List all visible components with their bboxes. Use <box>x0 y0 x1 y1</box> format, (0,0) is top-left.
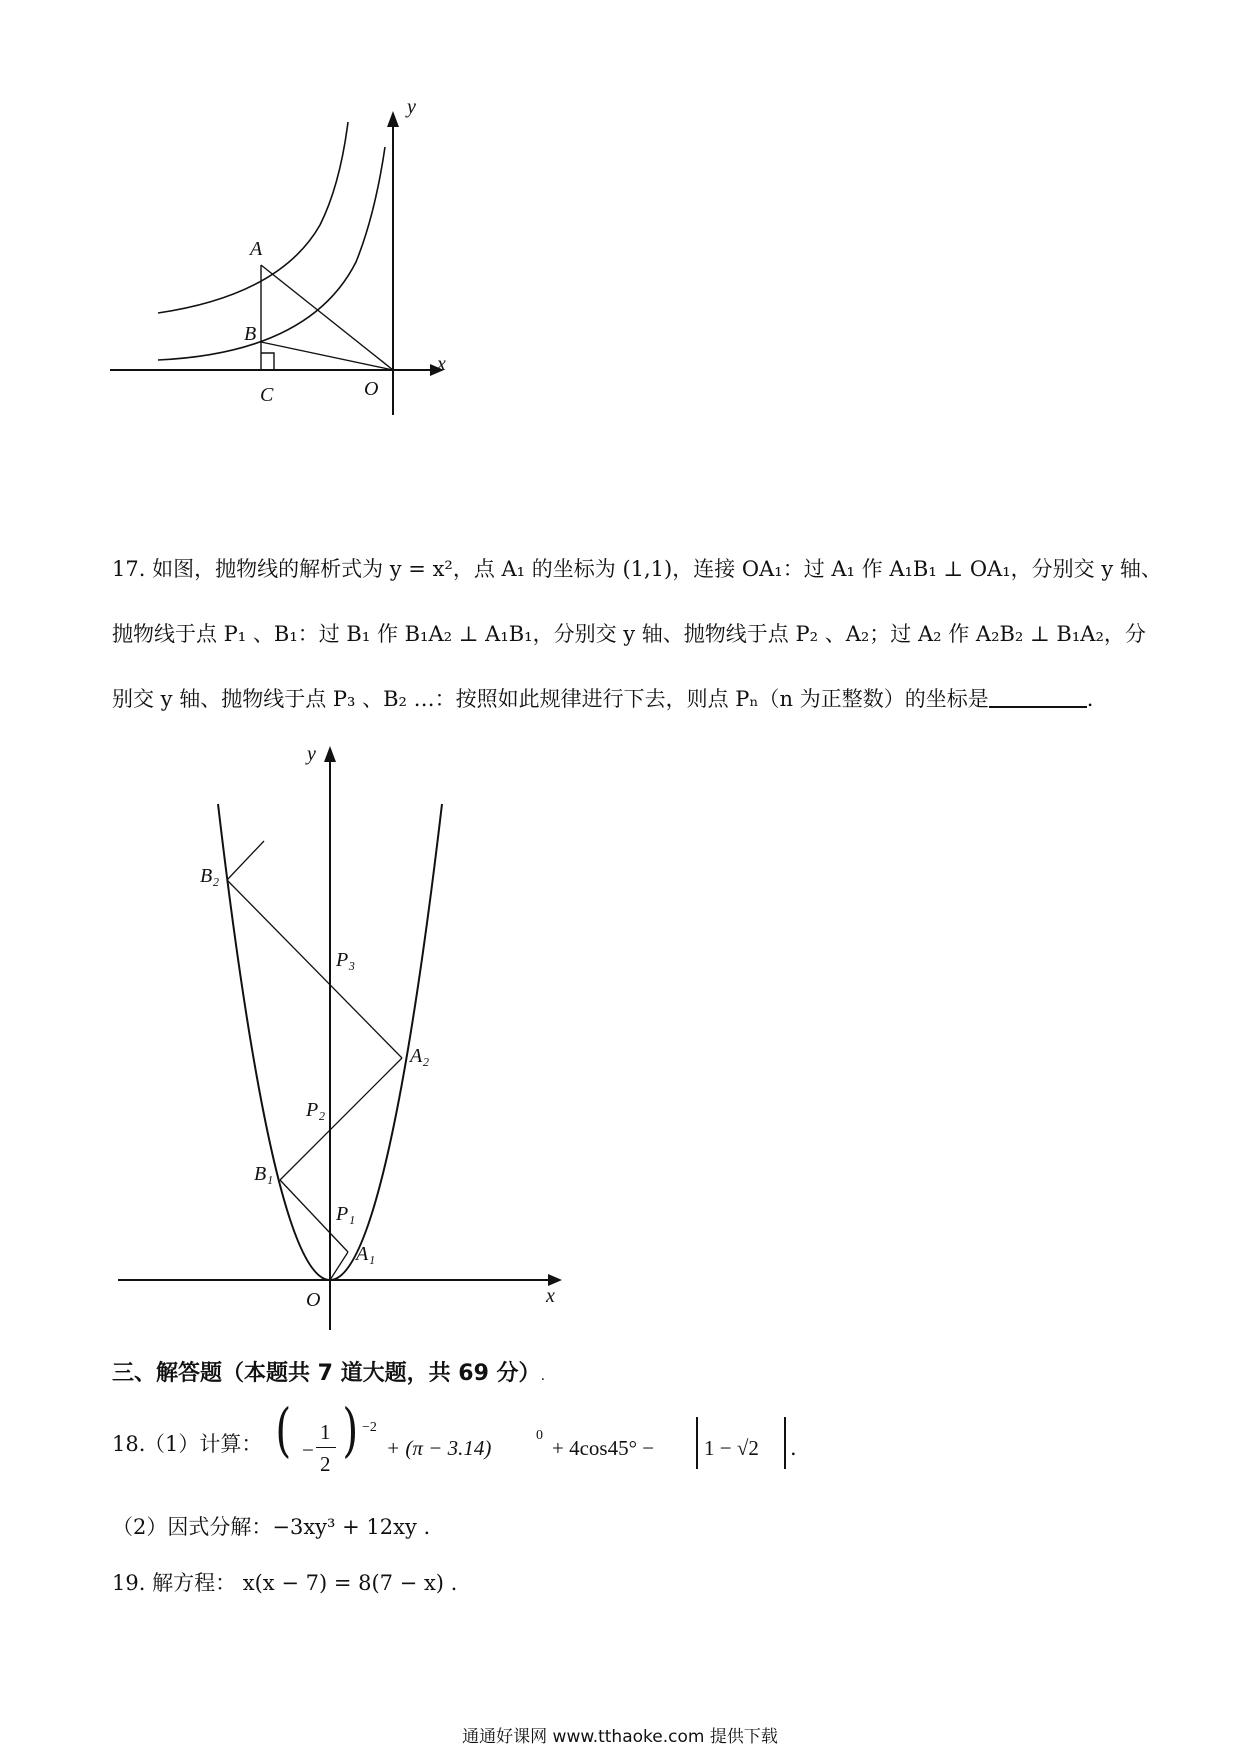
q18-number: 18. <box>112 1432 146 1456</box>
fig1-label-x: x <box>437 353 446 375</box>
fig1-label-b: B <box>244 323 257 345</box>
figure-2-parabola <box>100 740 580 1340</box>
fig1-label-a: A <box>250 238 263 260</box>
footer-text: 通通好课网 www.tthaoke.com 提供下载 <box>462 1727 778 1747</box>
fig2-label-y: y <box>307 743 316 765</box>
fig2-segment-a2b2 <box>227 880 402 1058</box>
fig2-label-p3: P₃ <box>336 949 356 971</box>
fig1-label-c: C <box>260 384 274 406</box>
q18-abs-left-bar <box>696 1417 698 1469</box>
q17-answer-blank[interactable] <box>989 688 1087 708</box>
q18-right-paren: ) <box>342 1396 359 1464</box>
q17-end: . <box>1086 687 1094 711</box>
page-footer <box>0 1722 1240 1747</box>
fig2-label-p2: P₂ <box>306 1099 326 1121</box>
fig2-segment-oa1 <box>330 1252 348 1280</box>
fig2-y-axis-arrow <box>324 746 336 762</box>
fig1-segment-bo <box>261 342 393 370</box>
fig2-label-a2: A₂ <box>410 1045 430 1067</box>
fig1-y-axis-arrow <box>387 111 399 127</box>
q17-line-2 <box>112 619 1146 649</box>
q17-number: 17. <box>112 557 146 581</box>
q19-text: 解方程： x(x − 7) = 8(7 − x) . <box>152 1571 458 1595</box>
fig2-label-b2: B₂ <box>200 865 220 887</box>
section-3-dot: . <box>540 1368 546 1384</box>
q18-part-1-prefix: （1）计算： <box>144 1432 263 1456</box>
figure-1-exponential-curves <box>100 95 520 475</box>
q17-text-line-1: 如图，抛物线的解析式为 y = x²，点 A₁ 的坐标为 (1,1)，连接 OA₁：过 A₁ 作 A₁B₁ ⊥ OA₁，分别交 y 轴、 <box>152 557 1162 581</box>
q18-expr-rest-1: + (π − 3.14) <box>386 1436 492 1460</box>
fig2-segment-b2-next <box>227 841 264 880</box>
fig2-label-b1: B₁ <box>254 1163 274 1185</box>
q18-part-1-end: . <box>790 1436 797 1460</box>
q18-exp-0: 0 <box>536 1428 543 1443</box>
fig1-label-o: O <box>364 378 379 400</box>
fig2-label-a1: A₁ <box>356 1243 376 1265</box>
q18-fraction-sign: − <box>302 1438 314 1462</box>
q19-number: 19. <box>112 1571 146 1595</box>
q18-exp-neg2: −2 <box>362 1420 377 1435</box>
q17-line-3 <box>112 684 1093 714</box>
fig2-segment-b1a2 <box>280 1058 402 1180</box>
q18-abs-right-bar <box>784 1417 786 1469</box>
fig2-label-o: O <box>306 1289 321 1311</box>
q18-fraction-bar <box>316 1447 336 1448</box>
q18-left-paren: ( <box>275 1396 292 1464</box>
q17-line-1 <box>112 554 1162 584</box>
section-3-heading <box>112 1356 545 1387</box>
section-3-title: 三、解答题（本题共 7 道大题，共 69 分） <box>112 1361 541 1386</box>
fig1-right-angle-mark <box>261 353 274 370</box>
q18-part-2 <box>112 1512 430 1542</box>
fig1-segment-ao <box>261 265 393 370</box>
fig2-label-x: x <box>546 1285 555 1307</box>
fig1-label-y: y <box>407 96 416 118</box>
fig2-label-p1: P₁ <box>336 1203 356 1225</box>
q18-part-2-text: （2）因式分解：−3xy³ + 12xy . <box>112 1515 431 1539</box>
q18-fraction-den: 2 <box>320 1452 331 1476</box>
fig1-upper-curve <box>158 122 348 313</box>
q18-abs-inner: 1 − √2 <box>704 1436 759 1460</box>
q17-text-line-2: 抛物线于点 P₁ 、B₁：过 B₁ 作 B₁A₂ ⊥ A₁B₁，分别交 y 轴、抛物线于点 P₂ 、A₂；过 A₂ 作 A₂B₂ ⊥ B₁A₂，分 <box>112 622 1146 646</box>
q19 <box>112 1568 457 1598</box>
fig1-lower-curve <box>158 147 385 360</box>
q18-expr-rest-2: + 4cos45° − <box>552 1436 655 1460</box>
q17-text-line-3: 别交 y 轴、抛物线于点 P₃ 、B₂ …：按照如此规律进行下去，则点 Pₙ（n 为正整数）的坐标是 <box>112 687 989 711</box>
q18-fraction-num: 1 <box>320 1420 331 1444</box>
